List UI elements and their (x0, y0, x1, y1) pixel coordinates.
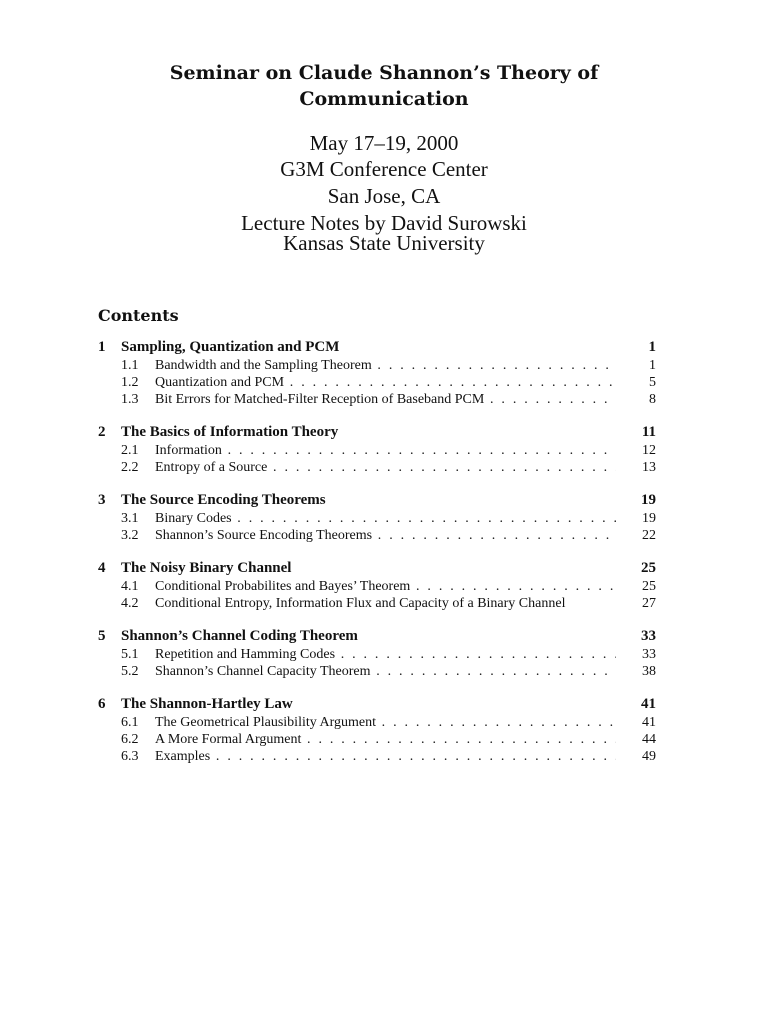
toc-subsection-number: 4.2 (121, 596, 139, 611)
toc-subsection-entry[interactable] (98, 357, 656, 374)
toc-subsection-number: 6.3 (121, 749, 139, 764)
table-of-contents (98, 338, 656, 780)
toc-subsection-entry[interactable] (98, 731, 656, 748)
toc-section (98, 338, 656, 408)
toc-subsection-number: 1.2 (121, 375, 139, 390)
toc-section-entry[interactable] (98, 491, 656, 510)
toc-section-title: Shannon’s Channel Coding Theorem (121, 628, 358, 644)
toc-section-entry[interactable] (98, 695, 656, 714)
toc-section-number: 1 (98, 339, 106, 355)
toc-subsection-title: A More Formal Argument . . . (155, 731, 616, 748)
toc-subsection-title: Shannon’s Channel Capacity Theorem . . . (155, 663, 616, 680)
toc-section-page: 11 (641, 424, 656, 440)
toc-subsection-title: Binary Codes . . . (155, 510, 616, 527)
document-title-line-1: Seminar on Claude Shannon’s Theory of (169, 62, 599, 84)
toc-subsection-title: Examples . . . (155, 748, 616, 765)
toc-subsection-page: 8 (649, 392, 656, 407)
toc-section-number: 2 (98, 424, 106, 440)
notes-author: Lecture Notes by David Surowski (241, 211, 527, 235)
toc-subsection-number: 4.1 (121, 579, 139, 594)
toc-subsection-number: 5.2 (121, 664, 139, 679)
seminar-location: San Jose, CA (327, 184, 441, 208)
toc-subsection-page: 5 (649, 375, 656, 390)
toc-subsection-entry[interactable] (98, 442, 656, 459)
toc-subsection-title: Shannon’s Source Encoding Theorems . . . (155, 527, 616, 544)
toc-subsection-title: Bandwidth and the Sampling Theorem . . . (155, 357, 616, 374)
toc-section-entry[interactable] (98, 627, 656, 646)
toc-section-entry[interactable] (98, 338, 656, 357)
toc-subsection-entry[interactable] (98, 663, 656, 680)
toc-section-title: Sampling, Quantization and PCM (121, 339, 340, 355)
seminar-venue: G3M Conference Center (280, 157, 488, 181)
toc-subsection-number: 6.1 (121, 715, 139, 730)
toc-subsection-title: Repetition and Hamming Codes . . . (155, 646, 616, 663)
toc-subsection-number: 6.2 (121, 732, 139, 747)
toc-subsection-entry[interactable] (98, 578, 656, 595)
toc-section (98, 423, 656, 476)
toc-subsection-page: 19 (642, 511, 656, 526)
toc-subsection-number: 2.2 (121, 460, 139, 475)
toc-subsection-page: 33 (642, 647, 656, 662)
toc-subsection-entry[interactable] (98, 374, 656, 391)
toc-subsection-number: 2.1 (121, 443, 139, 458)
toc-subsection-title: Conditional Entropy, Information Flux and Capacity of a Binary Channel (155, 596, 566, 611)
toc-subsection-title: Conditional Probabilites and Bayes’ Theorem . . . (155, 578, 616, 595)
toc-subsection-title: The Geometrical Plausibility Argument . . . (155, 714, 616, 731)
toc-section-page: 1 (648, 339, 656, 355)
toc-subsection-number: 3.2 (121, 528, 139, 543)
toc-section-title: The Noisy Binary Channel (121, 560, 292, 576)
toc-section-title: The Shannon-Hartley Law (121, 696, 293, 712)
toc-subsection-page: 1 (649, 358, 656, 373)
toc-subsection-page: 41 (642, 715, 656, 730)
toc-subsection-entry[interactable] (98, 459, 656, 476)
toc-subsection-entry[interactable] (98, 527, 656, 544)
toc-subsection-number: 1.1 (121, 358, 139, 373)
toc-section-title: The Source Encoding Theorems (121, 492, 326, 508)
seminar-date: May 17–19, 2000 (309, 131, 459, 155)
toc-section-number: 4 (98, 560, 106, 576)
toc-subsection-title: Quantization and PCM . . . (155, 374, 616, 391)
toc-subsection-entry[interactable] (98, 748, 656, 765)
document-title-line-2: Communication (299, 88, 469, 110)
toc-subsection-page: 12 (642, 443, 656, 458)
toc-section-page: 33 (641, 628, 656, 644)
toc-subsection-page: 25 (642, 579, 656, 594)
toc-subsection-page: 13 (642, 460, 656, 475)
toc-section-page: 25 (641, 560, 656, 576)
contents-heading: Contents (98, 306, 179, 325)
toc-subsection-title: Entropy of a Source . . . (155, 459, 616, 476)
toc-section (98, 695, 656, 765)
toc-subsection-page: 49 (642, 749, 656, 764)
toc-subsection-entry[interactable] (98, 510, 656, 527)
toc-subsection-number: 1.3 (121, 392, 139, 407)
toc-subsection-entry[interactable] (98, 595, 656, 612)
toc-subsection-page: 38 (642, 664, 656, 679)
toc-subsection-entry[interactable] (98, 646, 656, 663)
toc-subsection-number: 3.1 (121, 511, 139, 526)
toc-subsection-entry[interactable] (98, 714, 656, 731)
toc-subsection-page: 27 (642, 596, 656, 611)
toc-subsection-number: 5.1 (121, 647, 139, 662)
toc-subsection-page: 22 (642, 528, 656, 543)
toc-section-number: 3 (98, 492, 106, 508)
toc-section (98, 491, 656, 544)
toc-section (98, 627, 656, 680)
toc-subsection-title: Information . . . (155, 442, 616, 459)
toc-section-number: 6 (98, 696, 106, 712)
toc-section-page: 19 (641, 492, 656, 508)
author-affiliation: Kansas State University (283, 231, 485, 255)
toc-section-title: The Basics of Information Theory (121, 424, 339, 440)
toc-subsection-page: 44 (642, 732, 656, 747)
toc-section (98, 559, 656, 612)
toc-section-number: 5 (98, 628, 106, 644)
toc-subsection-entry[interactable] (98, 391, 656, 408)
toc-section-page: 41 (641, 696, 656, 712)
toc-section-entry[interactable] (98, 559, 656, 578)
toc-subsection-title: Bit Errors for Matched-Filter Reception of Baseband PCM . . . (155, 391, 616, 408)
toc-section-entry[interactable] (98, 423, 656, 442)
